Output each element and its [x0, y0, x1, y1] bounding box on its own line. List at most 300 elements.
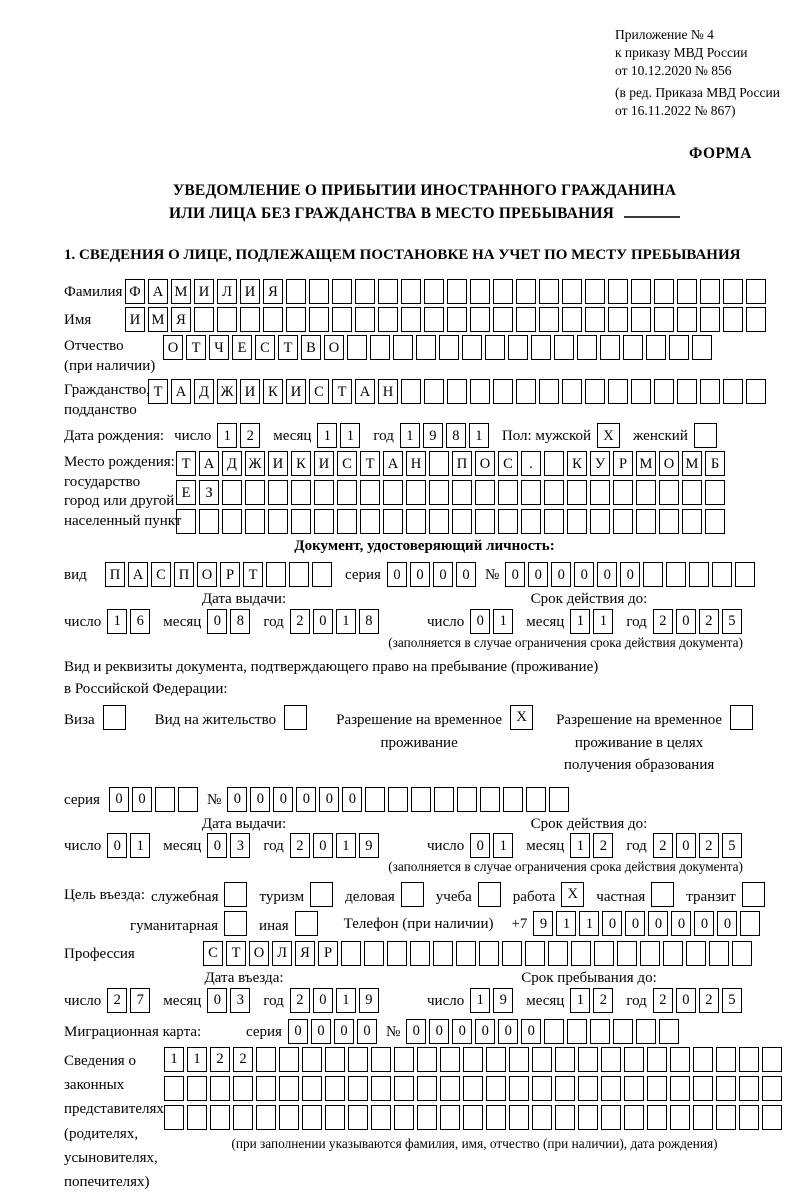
- form-cell: [479, 941, 499, 966]
- month-label: месяц: [273, 428, 312, 445]
- purpose-option: транзит: [686, 882, 767, 909]
- birth-place-cells-1: [176, 451, 728, 476]
- form-cell: [187, 1105, 207, 1130]
- form-cell: [284, 705, 307, 730]
- form-cell: 1: [470, 988, 490, 1013]
- form-cell: X: [561, 882, 584, 907]
- form-cell: 2: [699, 988, 719, 1013]
- form-cell: [268, 480, 288, 505]
- form-cell: [654, 307, 674, 332]
- day-label: число: [64, 992, 102, 1009]
- form-cell: [383, 480, 403, 505]
- form-cell: [370, 335, 390, 360]
- birth-date-row: [64, 423, 785, 448]
- form-cell: [199, 509, 219, 534]
- form-cell: [222, 509, 242, 534]
- form-cell: 0: [288, 1019, 308, 1044]
- birth-date-label: Дата рождения:: [64, 428, 165, 445]
- form-cell: [470, 379, 490, 404]
- stay-number-cells: [227, 787, 572, 812]
- form-cell: [677, 307, 697, 332]
- form-cell: [463, 1047, 483, 1072]
- form-cell: [682, 509, 702, 534]
- identity-doc-date-headings: [64, 590, 785, 609]
- identity-doc-issue-date: [64, 609, 427, 634]
- form-cell: [493, 279, 513, 304]
- form-cell: [378, 307, 398, 332]
- form-cell: [571, 941, 591, 966]
- form-cell: [567, 480, 587, 505]
- form-cell: [735, 562, 755, 587]
- form-cell: [617, 941, 637, 966]
- form-cell: [640, 941, 660, 966]
- identity-doc-dates: [64, 609, 785, 634]
- form-cell: 0: [498, 1019, 518, 1044]
- form-cell: 0: [319, 787, 339, 812]
- form-cell: [577, 335, 597, 360]
- form-cell: [503, 787, 523, 812]
- form-cell: 0: [410, 562, 430, 587]
- issue-month-cells: [207, 609, 253, 634]
- title-line-1: УВЕДОМЛЕНИЕ О ПРИБЫТИИ ИНОСТРАННОГО ГРАЖДАНИНА: [172, 182, 677, 200]
- form-cell: [486, 1047, 506, 1072]
- birth-year-cells: [400, 423, 492, 448]
- form-cell: [590, 509, 610, 534]
- form-cell: [256, 1076, 276, 1101]
- stay-valid-month-cells: [570, 833, 616, 858]
- form-cell: [594, 941, 614, 966]
- form-cell: М: [682, 451, 702, 476]
- form-cell: [388, 787, 408, 812]
- form-cell: О: [197, 562, 217, 587]
- form-cell: 0: [602, 911, 622, 936]
- form-cell: [493, 307, 513, 332]
- form-cell: [210, 1105, 230, 1130]
- birth-place-cells-2: [176, 480, 728, 505]
- form-cell: С: [337, 451, 357, 476]
- form-cell: [325, 1105, 345, 1130]
- purpose-checkbox: [478, 882, 504, 907]
- day-label: число: [427, 992, 465, 1009]
- form-cell: 0: [207, 988, 227, 1013]
- form-cell: [291, 509, 311, 534]
- sex-male-checkbox: [597, 423, 623, 448]
- issue-day-cells: [107, 609, 153, 634]
- form-cell: [187, 1076, 207, 1101]
- form-cell: [355, 307, 375, 332]
- form-cell: 9: [359, 988, 379, 1013]
- form-cell: О: [249, 941, 269, 966]
- form-cell: [677, 379, 697, 404]
- form-cell: [677, 279, 697, 304]
- form-cell: 0: [551, 562, 571, 587]
- form-cell: [256, 1105, 276, 1130]
- form-cell: М: [148, 307, 168, 332]
- form-cell: 0: [521, 1019, 541, 1044]
- form-cell: [624, 1076, 644, 1101]
- form-cell: [730, 705, 753, 730]
- form-cell: Л: [217, 279, 237, 304]
- form-cell: Б: [705, 451, 725, 476]
- form-cell: 1: [187, 1047, 207, 1072]
- form-cell: [631, 379, 651, 404]
- form-cell: [647, 1105, 667, 1130]
- form-cell: О: [475, 451, 495, 476]
- firstname-cells: [125, 307, 769, 332]
- representatives-cells-1: [164, 1047, 785, 1072]
- form-cell: 0: [357, 1019, 377, 1044]
- form-cell: [485, 335, 505, 360]
- form-cell: [509, 1076, 529, 1101]
- form-cell: М: [636, 451, 656, 476]
- form-cell: [240, 307, 260, 332]
- doc-series-label: серия: [345, 567, 381, 584]
- form-cell: [371, 1047, 391, 1072]
- form-cell: [739, 1076, 759, 1101]
- issue-date-heading: Дата выдачи:: [201, 815, 287, 832]
- form-cell: [440, 1105, 460, 1130]
- stay-issue-month-cells: [207, 833, 253, 858]
- form-cell: 0: [676, 833, 696, 858]
- appendix-line: от 10.12.2020 № 856: [615, 62, 732, 78]
- form-cell: 0: [313, 988, 333, 1013]
- purpose-row-1: [64, 882, 785, 909]
- form-cell: 2: [290, 833, 310, 858]
- entry-month-cells: [207, 988, 253, 1013]
- form-cell: 0: [250, 787, 270, 812]
- form-cell: 2: [107, 988, 127, 1013]
- patronymic-label: Отчество (при наличии): [64, 338, 156, 374]
- form-cell: X: [597, 423, 620, 448]
- form-cell: Т: [360, 451, 380, 476]
- visa-label: Виза: [64, 712, 95, 728]
- citizenship-label: Гражданство, подданство: [64, 382, 151, 418]
- form-cell: [457, 787, 477, 812]
- valid-day-cells: [470, 609, 516, 634]
- month-label: месяц: [526, 838, 565, 855]
- form-cell: 1: [164, 1047, 184, 1072]
- form-cell: 0: [227, 787, 247, 812]
- form-cell: И: [286, 379, 306, 404]
- purpose-checkbox: [224, 911, 250, 936]
- purpose-checkbox: [401, 882, 427, 907]
- form-cell: [295, 911, 318, 936]
- year-label: год: [263, 992, 284, 1009]
- form-cell: [429, 480, 449, 505]
- form-cell: [670, 1076, 690, 1101]
- form-cell: 6: [130, 609, 150, 634]
- form-cell: [705, 509, 725, 534]
- form-cell: 0: [694, 911, 714, 936]
- birth-place-block: [64, 451, 785, 534]
- form-cell: 1: [469, 423, 489, 448]
- form-cell: [601, 1076, 621, 1101]
- form-cell: [155, 787, 175, 812]
- form-cell: 0: [207, 609, 227, 634]
- form-cell: [302, 1076, 322, 1101]
- form-cell: С: [203, 941, 223, 966]
- stay-doc-intro-1: Вид и реквизиты документа, подтверждающего право на пребывание (проживание): [64, 658, 599, 675]
- form-cell: 0: [671, 911, 691, 936]
- day-label: число: [64, 613, 102, 630]
- month-label: месяц: [526, 992, 565, 1009]
- section1-heading: 1. СВЕДЕНИЯ О ЛИЦЕ, ПОДЛЕЖАЩЕМ ПОСТАНОВКЕ НА УЧЕТ ПО МЕСТУ ПРЕБЫВАНИЯ: [64, 246, 741, 263]
- representatives-block: [64, 1047, 785, 1194]
- form-cell: [286, 307, 306, 332]
- form-cell: [462, 335, 482, 360]
- form-cell: [475, 480, 495, 505]
- purpose-label: Цель въезда:: [64, 886, 145, 903]
- identity-doc-valid-date: [427, 609, 745, 634]
- form-cell: [624, 1047, 644, 1072]
- form-cell: [401, 279, 421, 304]
- residence-permit-option: [155, 705, 310, 732]
- form-cell: [590, 1019, 610, 1044]
- form-cell: [406, 480, 426, 505]
- form-cell: [562, 279, 582, 304]
- form-cell: [371, 1076, 391, 1101]
- form-cell: [746, 379, 766, 404]
- form-cell: [371, 1105, 391, 1130]
- purpose-checkbox: [742, 882, 768, 907]
- form-cell: 0: [433, 562, 453, 587]
- form-cell: [417, 1047, 437, 1072]
- form-cell: Т: [176, 451, 196, 476]
- form-cell: [486, 1105, 506, 1130]
- form-cell: [394, 1047, 414, 1072]
- form-cell: [539, 379, 559, 404]
- form-cell: [424, 307, 444, 332]
- residence-permit-label: Вид на жительство: [154, 712, 277, 728]
- form-cell: И: [314, 451, 334, 476]
- doc-series-cells: [387, 562, 479, 587]
- form-cell: 0: [676, 609, 696, 634]
- year-label: год: [626, 613, 647, 630]
- entry-day-cells: [107, 988, 153, 1013]
- form-cell: [447, 379, 467, 404]
- form-cell: Ж: [217, 379, 237, 404]
- form-cell: [268, 509, 288, 534]
- form-cell: [378, 279, 398, 304]
- migration-card-row: [64, 1019, 785, 1044]
- form-cell: [654, 379, 674, 404]
- visa-checkbox: [103, 705, 129, 730]
- form-cell: [712, 562, 732, 587]
- form-cell: 2: [593, 833, 613, 858]
- form-cell: О: [659, 451, 679, 476]
- form-cell: П: [105, 562, 125, 587]
- form-cell: [562, 307, 582, 332]
- form-cell: Р: [613, 451, 633, 476]
- form-cell: [516, 307, 536, 332]
- form-cell: [651, 882, 674, 907]
- form-cell: [544, 509, 564, 534]
- form-cell: [502, 941, 522, 966]
- month-label: месяц: [163, 838, 202, 855]
- form-cell: [700, 307, 720, 332]
- birth-place-label: Место рождения: государство город или другой населенный пункт: [64, 454, 182, 529]
- form-cell: [508, 335, 528, 360]
- form-cell: 2: [699, 609, 719, 634]
- form-cell: 0: [528, 562, 548, 587]
- form-cell: 0: [342, 787, 362, 812]
- form-cell: 0: [296, 787, 316, 812]
- form-cell: [424, 379, 444, 404]
- patronymic-cells: [163, 335, 715, 360]
- form-cell: [410, 941, 430, 966]
- valid-month-cells: [570, 609, 616, 634]
- form-cell: [636, 480, 656, 505]
- form-cell: [224, 911, 247, 936]
- form-cell: А: [383, 451, 403, 476]
- form-cell: [222, 480, 242, 505]
- stay-doc-valid-date: [427, 833, 745, 858]
- form-cell: 0: [406, 1019, 426, 1044]
- form-cell: Е: [232, 335, 252, 360]
- form-cell: [314, 480, 334, 505]
- entry-date-heading: Дата въезда:: [204, 969, 284, 986]
- migration-number-label: №: [385, 1023, 401, 1040]
- form-cell: 8: [230, 609, 250, 634]
- stay-valid-day-cells: [470, 833, 516, 858]
- citizenship-row: [64, 379, 785, 420]
- form-cell: 2: [290, 609, 310, 634]
- form-cell: [348, 1076, 368, 1101]
- form-cell: Д: [222, 451, 242, 476]
- form-cell: [669, 335, 689, 360]
- appendix-block: [615, 26, 785, 120]
- form-cell: 1: [336, 833, 356, 858]
- stay-doc-serial-row: [64, 787, 785, 812]
- birth-place-cells-3: [176, 509, 728, 534]
- form-cell: [266, 562, 286, 587]
- form-cell: Ж: [245, 451, 265, 476]
- representatives-footnote: (при заполнении указываются фамилия, имя, отчество (при наличии), дата рождения): [231, 1135, 718, 1151]
- form-cell: Т: [226, 941, 246, 966]
- form-cell: [463, 1076, 483, 1101]
- stay-number-label: №: [207, 791, 222, 808]
- sex-male-label: Пол: мужской: [501, 428, 592, 445]
- form-cell: [309, 279, 329, 304]
- form-cell: [548, 941, 568, 966]
- day-label: число: [64, 838, 102, 855]
- form-cell: Я: [295, 941, 315, 966]
- identity-doc-heading: Документ, удостоверяющий личность:: [294, 538, 555, 555]
- valid-until-heading: Срок действия до:: [530, 815, 648, 832]
- form-cell: И: [194, 279, 214, 304]
- form-cell: [585, 307, 605, 332]
- form-cell: [647, 1076, 667, 1101]
- form-cell: [716, 1047, 736, 1072]
- form-cell: [164, 1076, 184, 1101]
- until-month-cells: [570, 988, 616, 1013]
- form-cell: 1: [340, 423, 360, 448]
- form-cell: [509, 1105, 529, 1130]
- form-cell: И: [240, 279, 260, 304]
- form-cell: Ч: [209, 335, 229, 360]
- form-cell: К: [291, 451, 311, 476]
- form-cell: [663, 941, 683, 966]
- form-cell: [555, 1105, 575, 1130]
- stay-issue-year-cells: [290, 833, 382, 858]
- purpose-option: гуманитарная: [130, 911, 250, 938]
- phone-prefix: +7: [511, 916, 528, 933]
- purpose-row-2: [130, 911, 785, 938]
- form-cell: [647, 1047, 667, 1072]
- birth-month-cells: [317, 423, 363, 448]
- form-cell: Н: [406, 451, 426, 476]
- form-cell: [314, 509, 334, 534]
- surname-label: Фамилия: [64, 284, 123, 301]
- form-cell: [700, 379, 720, 404]
- migration-number-cells: [406, 1019, 682, 1044]
- form-cell: 1: [493, 609, 513, 634]
- form-cell: [355, 279, 375, 304]
- form-cell: [475, 509, 495, 534]
- form-cell: А: [148, 279, 168, 304]
- form-cell: [682, 480, 702, 505]
- purpose-option: частная: [596, 882, 677, 909]
- form-cell: [740, 911, 760, 936]
- form-cell: [452, 509, 472, 534]
- form-cell: [739, 1047, 759, 1072]
- stay-doc-intro-2: в Российской Федерации:: [64, 681, 228, 698]
- form-cell: [590, 480, 610, 505]
- form-cell: 1: [556, 911, 576, 936]
- form-cell: [416, 335, 436, 360]
- form-cell: 0: [313, 609, 333, 634]
- form-cell: [549, 787, 569, 812]
- form-cell: [347, 335, 367, 360]
- form-cell: 9: [423, 423, 443, 448]
- form-cell: [245, 509, 265, 534]
- form-cell: И: [268, 451, 288, 476]
- form-cell: [325, 1047, 345, 1072]
- form-cell: [302, 1105, 322, 1130]
- visa-option: [64, 705, 129, 732]
- form-cell: Т: [186, 335, 206, 360]
- form-cell: [723, 307, 743, 332]
- form-cell: Я: [171, 307, 191, 332]
- form-cell: [762, 1105, 782, 1130]
- form-cell: [337, 509, 357, 534]
- form-cell: [434, 787, 454, 812]
- form-cell: 8: [359, 609, 379, 634]
- stay-valid-year-cells: [653, 833, 745, 858]
- doc-number-cells: [505, 562, 758, 587]
- form-cell: 1: [336, 988, 356, 1013]
- form-cell: [643, 562, 663, 587]
- purpose-option: туризм: [259, 882, 336, 909]
- form-cell: 9: [493, 988, 513, 1013]
- form-cell: А: [171, 379, 191, 404]
- form-cell: [224, 882, 247, 907]
- issue-date-heading: Дата выдачи:: [201, 591, 287, 608]
- form-cell: [613, 509, 633, 534]
- form-cell: [325, 1076, 345, 1101]
- form-cell: [716, 1076, 736, 1101]
- form-cell: 1: [317, 423, 337, 448]
- form-cell: [762, 1047, 782, 1072]
- form-cell: 3: [230, 833, 250, 858]
- month-label: месяц: [163, 613, 202, 630]
- entry-date: [64, 988, 427, 1013]
- form-cell: 0: [625, 911, 645, 936]
- form-cell: 2: [240, 423, 260, 448]
- year-label: год: [373, 428, 394, 445]
- form-cell: [555, 1047, 575, 1072]
- form-cell: [440, 1047, 460, 1072]
